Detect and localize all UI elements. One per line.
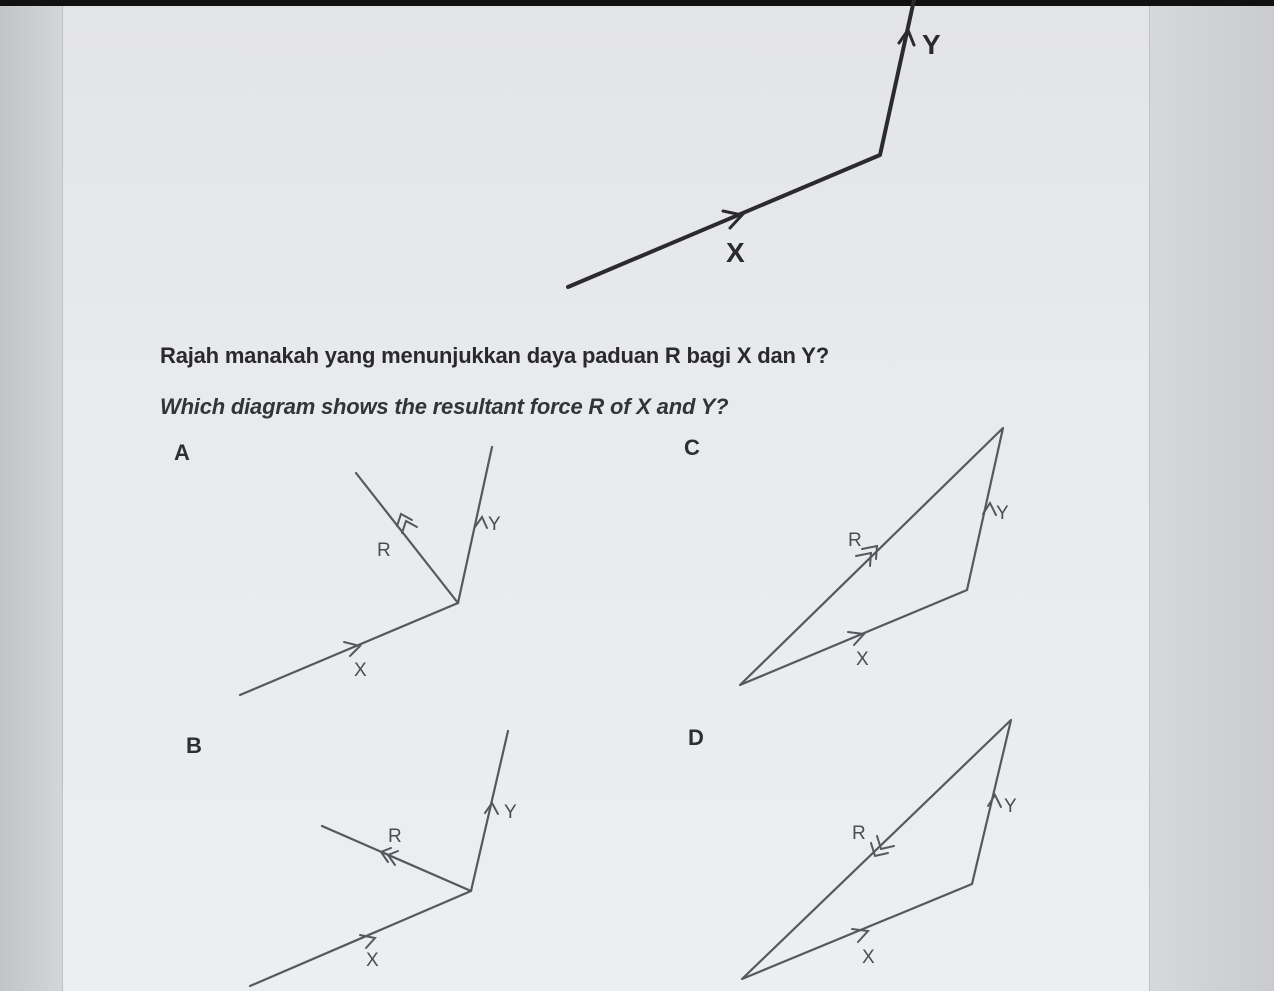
option-b-y-arrowhead bbox=[485, 803, 498, 814]
option-d-triangle bbox=[742, 720, 1011, 979]
option-b-letter[interactable]: B bbox=[186, 733, 202, 758]
option-d-diagram bbox=[742, 720, 1017, 979]
option-c-r-label: R bbox=[848, 530, 862, 551]
option-c-x-label: X bbox=[856, 649, 869, 670]
question-text-malay: Rajah manakah yang menunjukkan daya paduan R bagi X dan Y? bbox=[160, 343, 829, 368]
option-b-y-label: Y bbox=[504, 802, 517, 823]
option-b-r-label: R bbox=[388, 826, 402, 847]
option-c-y-label: Y bbox=[996, 503, 1009, 524]
option-c-letter[interactable]: C bbox=[684, 435, 700, 460]
option-a-r-line bbox=[356, 473, 458, 603]
option-d-y-label: Y bbox=[1004, 796, 1017, 817]
option-b-x-label: X bbox=[366, 950, 379, 971]
force-y-label: Y bbox=[922, 29, 941, 60]
option-d-x-arrowhead bbox=[852, 929, 868, 942]
option-a-x-label: X bbox=[354, 660, 367, 681]
option-c-diagram bbox=[740, 428, 1009, 685]
option-a-y-label: Y bbox=[488, 514, 501, 535]
option-d-letter[interactable]: D bbox=[688, 725, 704, 750]
option-a-r-label: R bbox=[377, 540, 391, 561]
question-text-english: Which diagram shows the resultant force R of X and Y? bbox=[160, 394, 729, 419]
option-a-r-arrowhead-2 bbox=[402, 521, 417, 533]
option-d-x-label: X bbox=[862, 947, 875, 968]
option-b-x-y-path bbox=[250, 731, 508, 986]
option-d-r-label: R bbox=[852, 823, 866, 844]
option-a-diagram bbox=[240, 447, 501, 695]
main-force-diagram bbox=[568, 0, 941, 287]
option-b-diagram bbox=[250, 731, 517, 986]
option-a-letter[interactable]: A bbox=[174, 440, 190, 465]
option-d-r-arrowhead-2 bbox=[877, 836, 894, 849]
force-x-label: X bbox=[726, 237, 745, 268]
